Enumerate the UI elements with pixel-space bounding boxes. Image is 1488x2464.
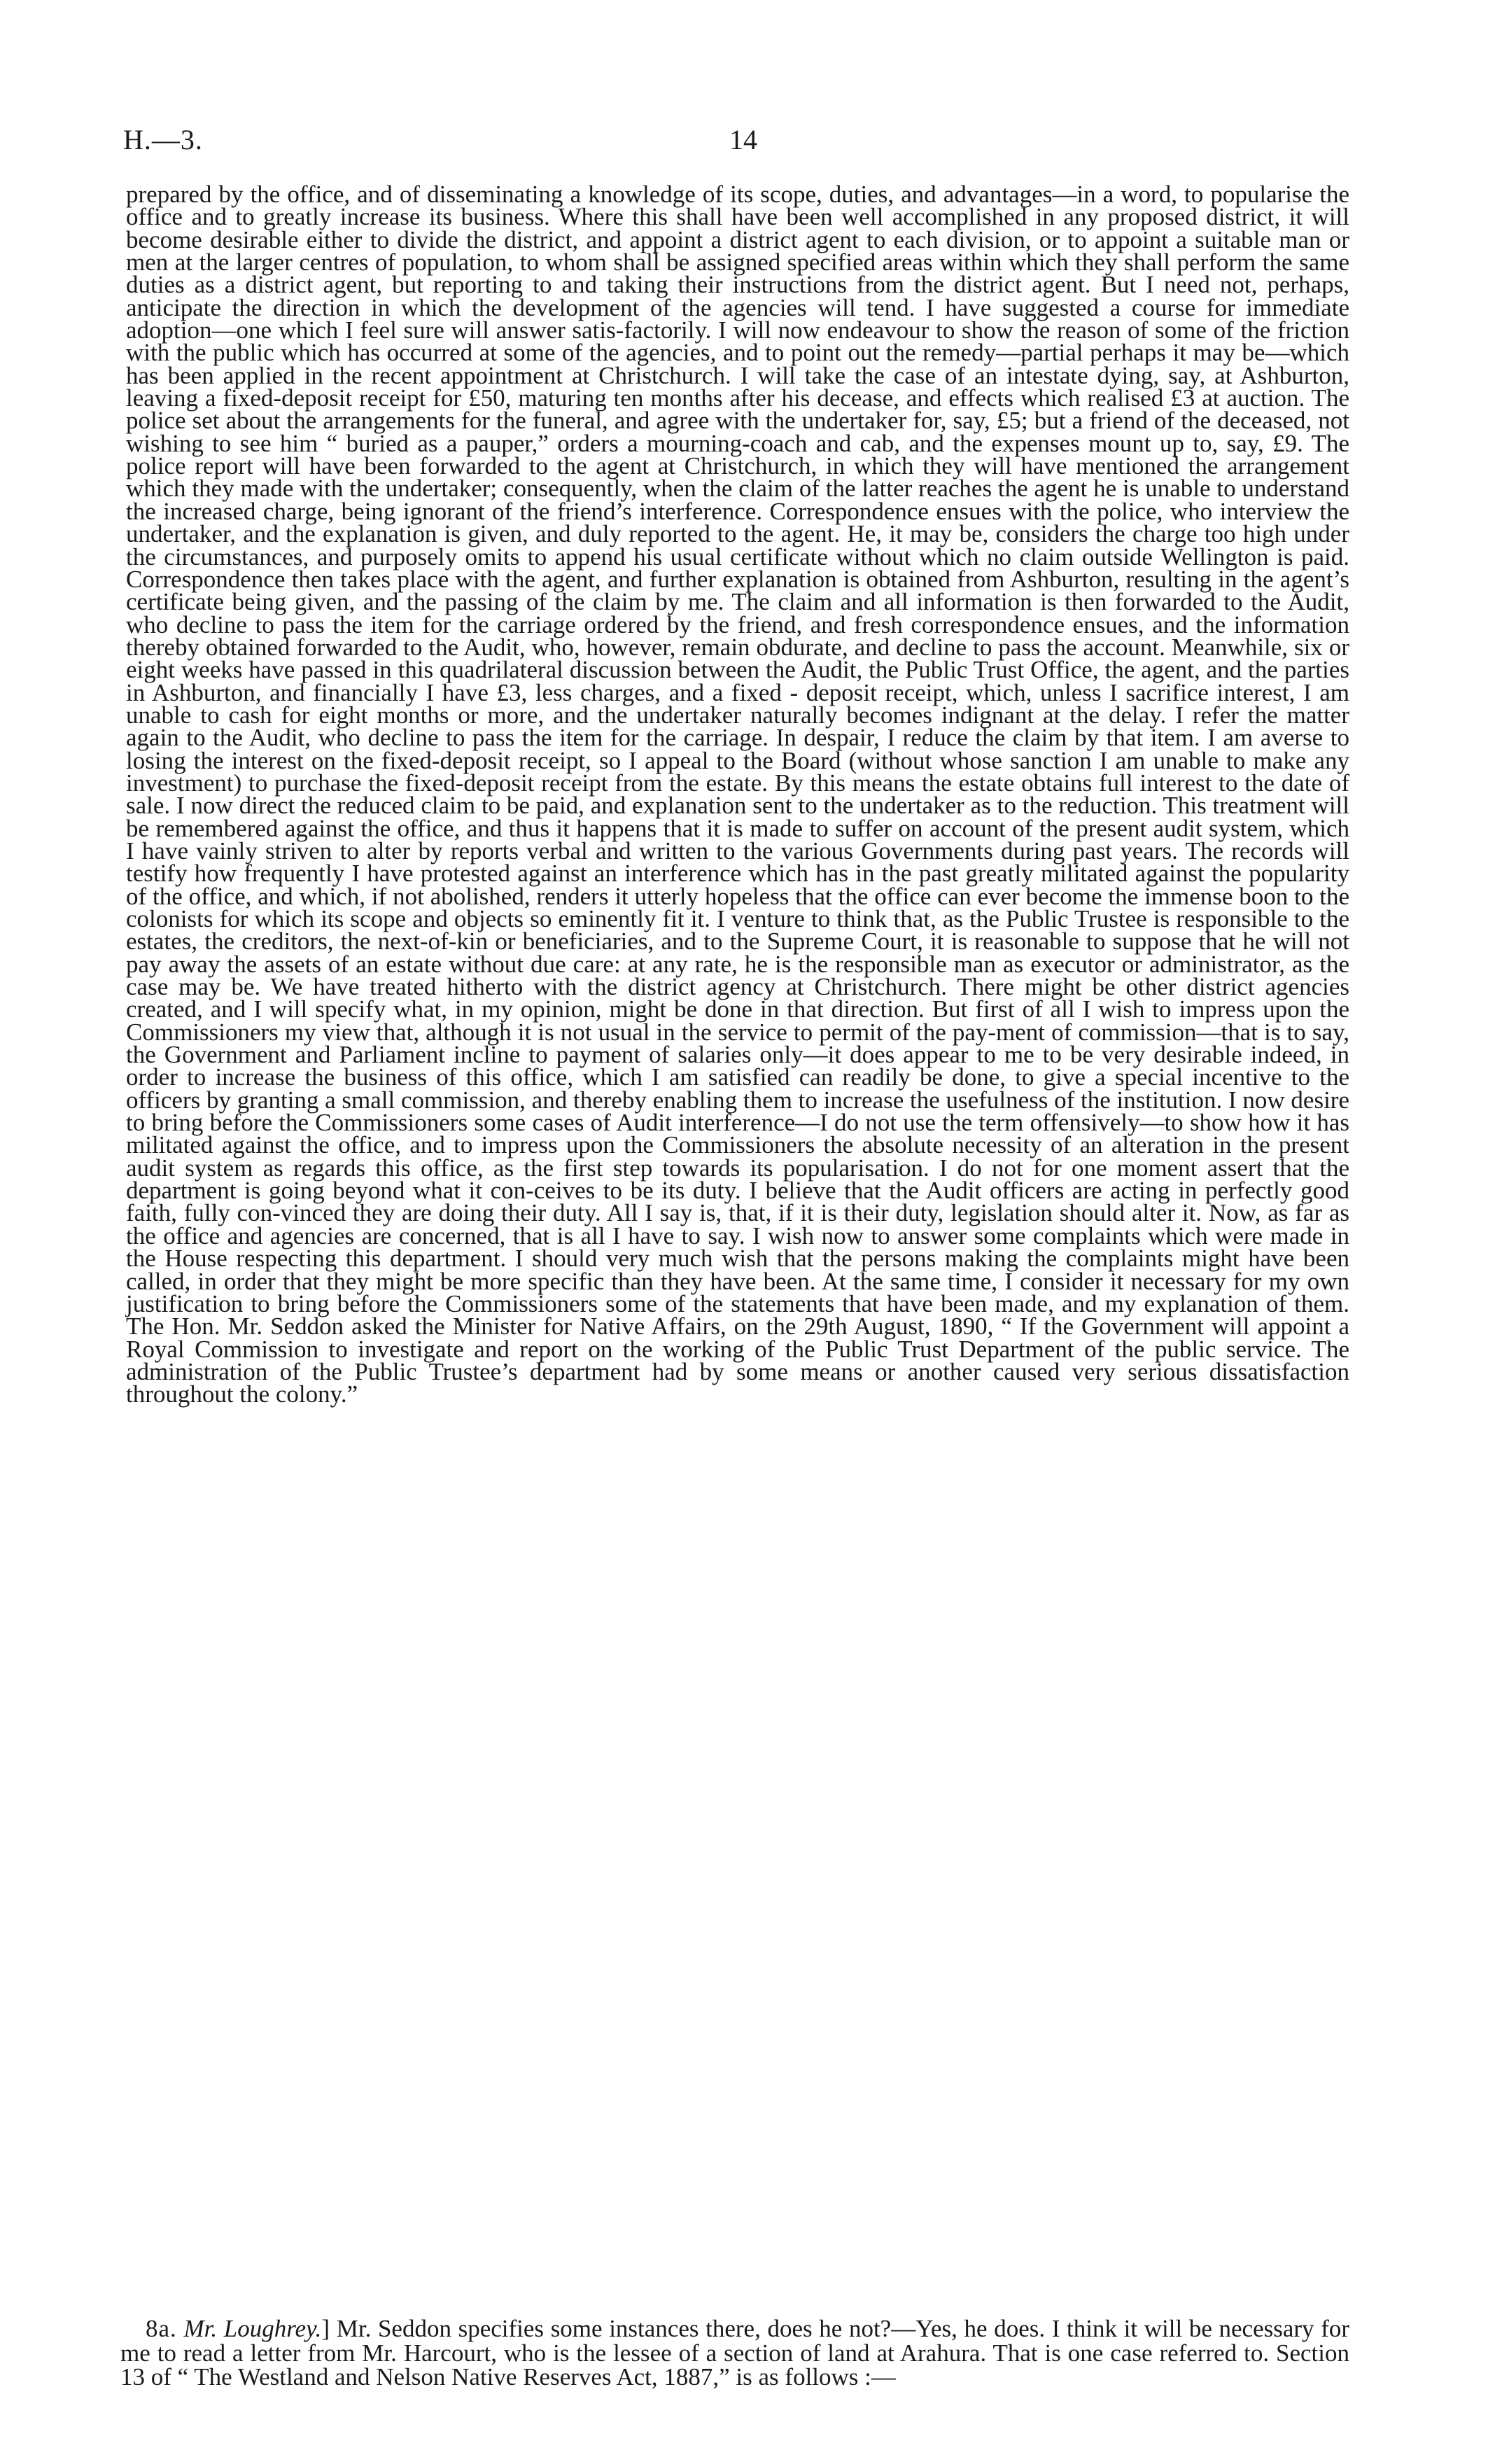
page-header	[123, 123, 1426, 165]
question-number: 8a.	[146, 2315, 177, 2342]
body-text	[126, 183, 1349, 1406]
document-code: H.—3.	[123, 124, 203, 155]
question-text: ] Mr. Seddon specifies some instances there, does he not?—Yes, he does. I think it will be necessary for me to read a letter from Mr. Harcourt, who is the lessee of a section of land at Arahura. That is one case referred to. Section 13 of “ The Westland and Nelson Native Reserves Act, 1887,” is as follows :—	[120, 2315, 1349, 2390]
question-block	[120, 2317, 1349, 2390]
main-paragraph: prepared by the office, and of disseminating a knowledge of its scope, duties, and advantages—in a word, to popularise the office and to greatly increase its business. Where this shall have been well accomplished in any proposed district, it will become desirable either to divide the district, and appoint a district agent to each division, or to appoint a suitable man or men at the larger centres of population, to whom shall be assigned specified areas within which they shall perform the same duties as a district agent, but reporting to and taking their instructions from the district agent. But I need not, perhaps, anticipate the direction in which the development of the agencies will tend. I have suggested a course for immediate adoption—one which I feel sure will answer satis-factorily. I will now endeavour to show the reason of some of the friction with the public which has occurred at some of the agencies, and to point out the remedy—partial perhaps it may be—which has been applied in the recent appointment at Christchurch. I will take the case of an intestate dying, say, at Ashburton, leaving a fixed-deposit receipt for £50, maturing ten months after his decease, and effects which realised £3 at auction. The police set about the arrangements for the funeral, and agree with the undertaker for, say, £5; but a friend of the deceased, not wishing to see him “ buried as a pauper,” orders a mourning-coach and cab, and the expenses mount up to, say, £9. The police report will have been forwarded to the agent at Christchurch, in which they will have mentioned the arrangement which they made with the undertaker; consequently, when the claim of the latter reaches the agent he is unable to understand the increased charge, being ignorant of the friend’s interference. Correspondence ensues with the police, who interview the undertaker, and the explanation is given, and duly reported to the agent. He, it may be, considers the charge too high under the circumstances, and purposely omits to append his usual certificate without which no claim outside Wellington is paid. Correspondence then takes place with the agent, and further explanation is obtained from Ashburton, resulting in the agent’s certificate being given, and the passing of the claim by me. The claim and all information is then forwarded to the Audit, who decline to pass the item for the carriage ordered by the friend, and fresh correspondence ensues, and the information thereby obtained forwarded to the Audit, who, however, remain obdurate, and decline to pass the account. Meanwhile, six or eight weeks have passed in this quadrilateral discussion between the Audit, the Public Trust Office, the agent, and the parties in Ashburton, and financially I have £3, less charges, and a fixed - deposit receipt, which, unless I sacrifice interest, I am unable to cash for eight months or more, and the undertaker naturally becomes indignant at the delay. I refer the matter again to the Audit, who decline to pass the item for the carriage. In despair, I reduce the claim by that item. I am averse to losing the interest on the fixed-deposit receipt, so I appeal to the Board (without whose sanction I am unable to make any investment) to purchase the fixed-deposit receipt from the estate. By this means the estate obtains full interest to the date of sale. I now direct the reduced claim to be paid, and explanation sent to the undertaker as to the reduction. This treatment will be remembered against the office, and thus it happens that it is made to suffer on account of the present audit system, which I have vainly striven to alter by reports verbal and written to the various Governments during past years. The records will testify how frequently I have protested against an interference which has in the past greatly militated against the popularity of the office, and which, if not abolished, renders it utterly hopeless that the office can ever become the immense boon to the colonists for which its scope and objects so eminently fit it. I venture to think that, as the Public Trustee is responsible to the estates, the creditors, the next-of-kin or beneficiaries, and to the Supreme Court, it is reasonable to suppose that he will not pay away the assets of an estate without due care: at any rate, he is the responsible man as executor or administrator, as the case may be. We have treated hitherto with the district agency at Christchurch. There might be other district agencies created, and I will specify what, in my opinion, might be done in that direction. But first of all I wish to impress upon the Commissioners my view that, although it is not usual in the service to permit of the pay-ment of commission—that is to say, the Government and Parliament incline to payment of salaries only—it does appear to me to be very desirable indeed, in order to increase the business of this office, which I am satisfied can readily be done, to give a special incentive to the officers by granting a small commission, and thereby enabling them to increase the usefulness of the institution. I now desire to bring before the Commissioners some cases of Audit interference—I do not use the term offensively—to show how it has militated against the office, and to impress upon the Commissioners the absolute necessity of an alteration in the present audit system as regards this office, as the first step towards its popularisation. I do not for one moment assert that the department is going beyond what it con-ceives to be its duty. I believe that the Audit officers are acting in perfectly good faith, fully con-vinced they are doing their duty. All I say is, that, if it is their duty, legislation should alter it. Now, as far as the office and agencies are concerned, that is all I have to say. I wish now to answer some complaints which were made in the House respecting this department. I should very much wish that the persons making the complaints might have been called, in order that they might be more specific than they have been. At the same time, I consider it necessary for my own justification to bring before the Commissioners some of the statements that have been made, and my explanation of them. The Hon. Mr. Seddon asked the Minister for Native Affairs, on the 29th August, 1890, “ If the Government will appoint a Royal Commission to investigate and report on the working of the Public Trust Department of the public service. The administration of the Public Trustee’s department had by some means or another caused very serious dissatisfaction throughout the colony.”	[126, 181, 1349, 1408]
question-speaker: Mr. Loughrey.	[183, 2315, 322, 2342]
page-number: 14	[729, 124, 757, 155]
question-paragraph	[120, 2317, 1349, 2390]
